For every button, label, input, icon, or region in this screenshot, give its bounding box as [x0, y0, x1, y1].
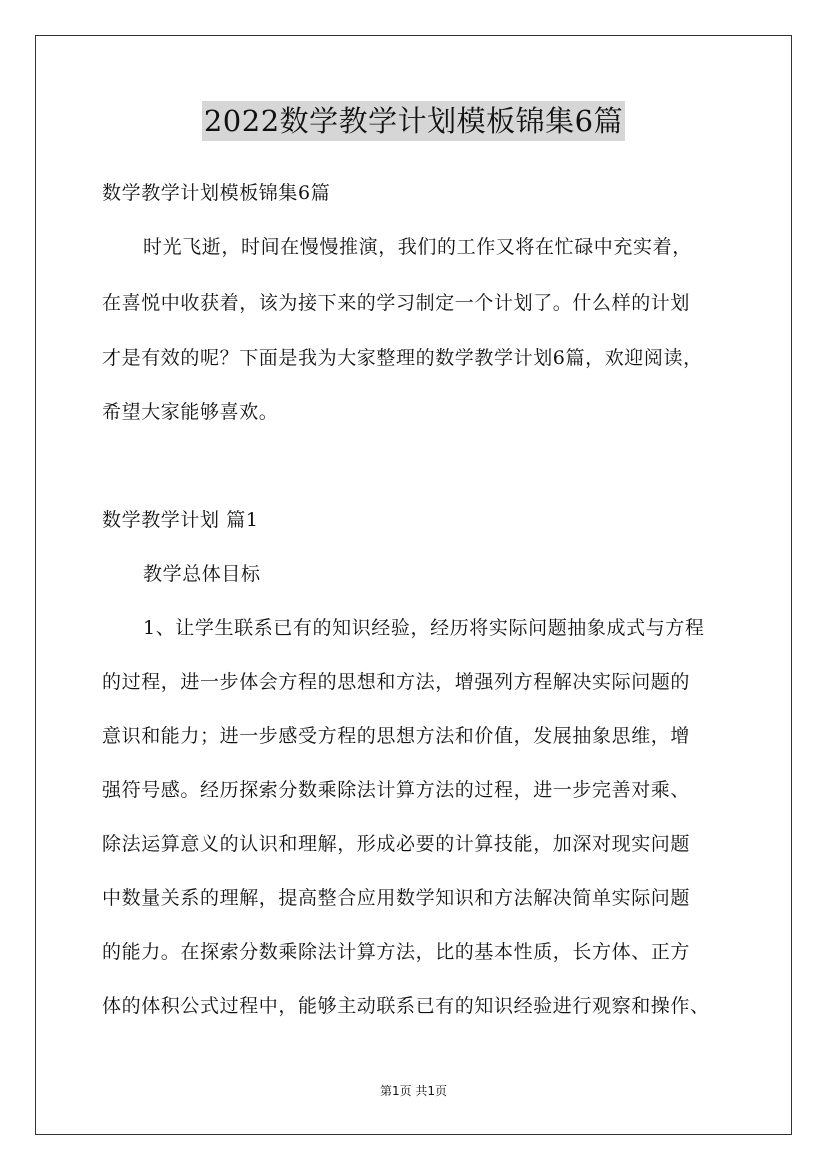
document-title: 2022数学教学计划模板锦集6篇 [202, 101, 625, 141]
intro-line: 才是有效的呢？下面是我为大家整理的数学教学计划6篇，欢迎阅读， [102, 347, 703, 369]
intro-line: 时光飞逝，时间在慢慢推演，我们的工作又将在忙碌中充实着， [143, 236, 692, 258]
intro-line: 在喜悦中收获着，该为接下来的学习制定一个计划了。什么样的计划 [102, 292, 691, 314]
body-line: 1、让学生联系已有的知识经验，经历将实际问题抽象成式与方程 [143, 617, 705, 639]
section-heading: 数学教学计划 篇1 [102, 509, 259, 531]
body-line: 中数量关系的理解，提高整合应用数学知识和方法解决简单实际问题 [102, 887, 691, 909]
body-line: 强符号感。经历探索分数乘除法计算方法的过程，进一步完善对乘、 [102, 779, 691, 801]
page-footer [0, 1083, 827, 1099]
section-subheading: 教学总体目标 [143, 563, 261, 585]
intro-line: 希望大家能够喜欢。 [102, 401, 279, 423]
title-container [0, 101, 827, 141]
body-line: 体的体积公式过程中，能够主动联系已有的知识经验进行观察和操作、 [102, 995, 710, 1017]
document-subtitle: 数学教学计划模板锦集6篇 [102, 182, 331, 204]
page-number-label: 第1页 共1页 [379, 1084, 448, 1098]
body-line: 的能力。在探索分数乘除法计算方法，比的基本性质，长方体、正方 [102, 941, 691, 963]
body-line: 除法运算意义的认识和理解，形成必要的计算技能，加深对现实问题 [102, 833, 691, 855]
body-line: 意识和能力；进一步感受方程的思想方法和价值，发展抽象思维，增 [102, 725, 691, 747]
body-line: 的过程，进一步体会方程的思想和方法，增强列方程解决实际问题的 [102, 671, 691, 693]
